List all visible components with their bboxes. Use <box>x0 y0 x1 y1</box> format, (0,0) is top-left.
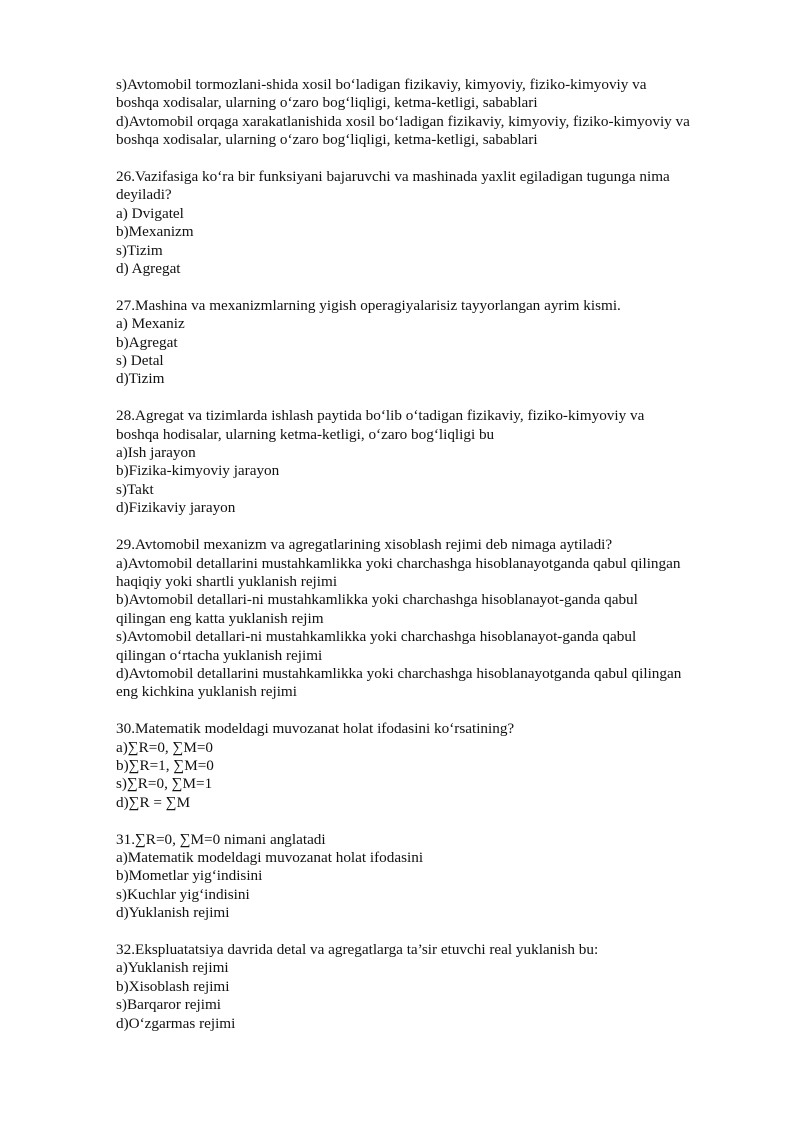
text-line: s)Takt <box>116 480 154 498</box>
text-line: s)Avtomobil tormozlani-shida xosil bo‘ladigan fizikaviy, kimyoviy, fiziko-kimyoviy va <box>116 76 647 93</box>
text-line: boshqa xodisalar, ularning o‘zaro bog‘liqligi, ketma-ketligi, sabablari <box>116 94 538 112</box>
blank-line <box>116 702 736 720</box>
question-block <box>116 297 736 389</box>
text-line: s) Detal <box>116 352 164 370</box>
answer-options-continued <box>116 76 736 150</box>
text-line: d)Avtomobil orqaga xarakatlanishida xosil bo‘ladigan fizikaviy, kimyoviy, fiziko-kimyoviy va <box>116 112 690 130</box>
text-line: a)Avtomobil detallarini mustahkamlikka yoki charchashga hisoblanayotganda qabul qilingan <box>116 554 681 572</box>
text-line: d)Tizim <box>116 370 165 388</box>
question-block <box>116 407 736 517</box>
text-line: d)∑R = ∑M <box>116 793 191 811</box>
text-line: a) Mexaniz <box>116 315 185 333</box>
text-line: s)Kuchlar yig‘indisini <box>116 885 250 903</box>
text-line: b)∑R=1, ∑M=0 <box>116 756 214 774</box>
question-text: 32.Ekspluatatsiya davrida detal va agregatlarga ta’sir etuvchi real yuklanish bu: <box>116 940 599 958</box>
document-body <box>116 76 736 1033</box>
text-line: b)Mexanizm <box>116 223 194 241</box>
text-line: qilingan eng katta yuklanish rejim <box>116 609 324 627</box>
question-block <box>116 941 736 1033</box>
text-line: qilingan o‘rtacha yuklanish rejimi <box>116 646 323 664</box>
question-text: 27.Mashina va mexanizmlarning yigish operagiyalarisiz tayyorlangan ayrim kismi. <box>116 296 621 314</box>
text-line: a)Ish jarayon <box>116 444 196 462</box>
text-line: b)Xisoblash rejimi <box>116 977 230 995</box>
question-text: 28.Agregat va tizimlarda ishlash paytida bo‘lib o‘tadigan fizikaviy, fiziko-kimyoviy va <box>116 407 645 425</box>
blank-line <box>116 812 736 830</box>
question-text: 26.Vazifasiga ko‘ra bir funksiyani bajaruvchi va mashinada yaxlit egiladigan tugunga nima <box>116 168 670 186</box>
blank-line <box>116 518 736 536</box>
blank-line <box>116 150 736 168</box>
text-line: a) Dvigatel <box>116 204 184 222</box>
text-line: boshqa xodisalar, ularning o‘zaro bog‘liqligi, ketma-ketligi, sabablari <box>116 131 538 149</box>
text-line: a)Matematik modeldagi muvozanat holat ifodasini <box>116 848 424 866</box>
blank-line <box>116 278 736 296</box>
text-line: d)Avtomobil detallarini mustahkamlikka yoki charchashga hisoblanayotganda qabul qilingan <box>116 664 682 682</box>
question-text: 30.Matematik modeldagi muvozanat holat ifodasini ko‘rsatining? <box>116 720 515 738</box>
text-line: b)Fizika-kimyoviy jarayon <box>116 462 280 480</box>
text-line: eng kichkina yuklanish rejimi <box>116 683 297 701</box>
text-line: s)Avtomobil detallari-ni mustahkamlikka yoki charchashga hisoblanayot-ganda qabul <box>116 628 637 646</box>
text-line: d)O‘zgarmas rejimi <box>116 1014 236 1032</box>
text-line: s)Tizim <box>116 241 163 259</box>
question-text: 31.∑R=0, ∑M=0 nimani anglatadi <box>116 830 326 848</box>
text-line: a)Yuklanish rejimi <box>116 959 229 977</box>
text-line: deyiladi? <box>116 186 172 204</box>
text-line: haqiqiy yoki shartli yuklanish rejimi <box>116 572 338 590</box>
text-line: b)Mometlar yig‘indisini <box>116 867 263 885</box>
text-line: b)Agregat <box>116 333 178 351</box>
text-line: d)Yuklanish rejimi <box>116 904 230 922</box>
text-line: d) Agregat <box>116 260 181 278</box>
text-line: s)∑R=0, ∑M=1 <box>116 775 213 793</box>
text-line: d)Fizikaviy jarayon <box>116 499 236 517</box>
question-block <box>116 831 736 923</box>
text-line: b)Avtomobil detallari-ni mustahkamlikka yoki charchashga hisoblanayot-ganda qabul <box>116 591 638 609</box>
document-page <box>116 76 736 1033</box>
blank-line <box>116 389 736 407</box>
text-line: a)∑R=0, ∑M=0 <box>116 738 213 756</box>
question-block <box>116 536 736 702</box>
question-text: 29.Avtomobil mexanizm va agregatlarining xisoblash rejimi deb nimaga aytiladi? <box>116 536 613 554</box>
question-block <box>116 720 736 812</box>
question-block <box>116 168 736 278</box>
text-line: boshqa hodisalar, ularning ketma-ketligi, o‘zaro bog‘liqligi bu <box>116 425 495 443</box>
blank-line <box>116 923 736 941</box>
text-line: s)Barqaror rejimi <box>116 996 222 1014</box>
